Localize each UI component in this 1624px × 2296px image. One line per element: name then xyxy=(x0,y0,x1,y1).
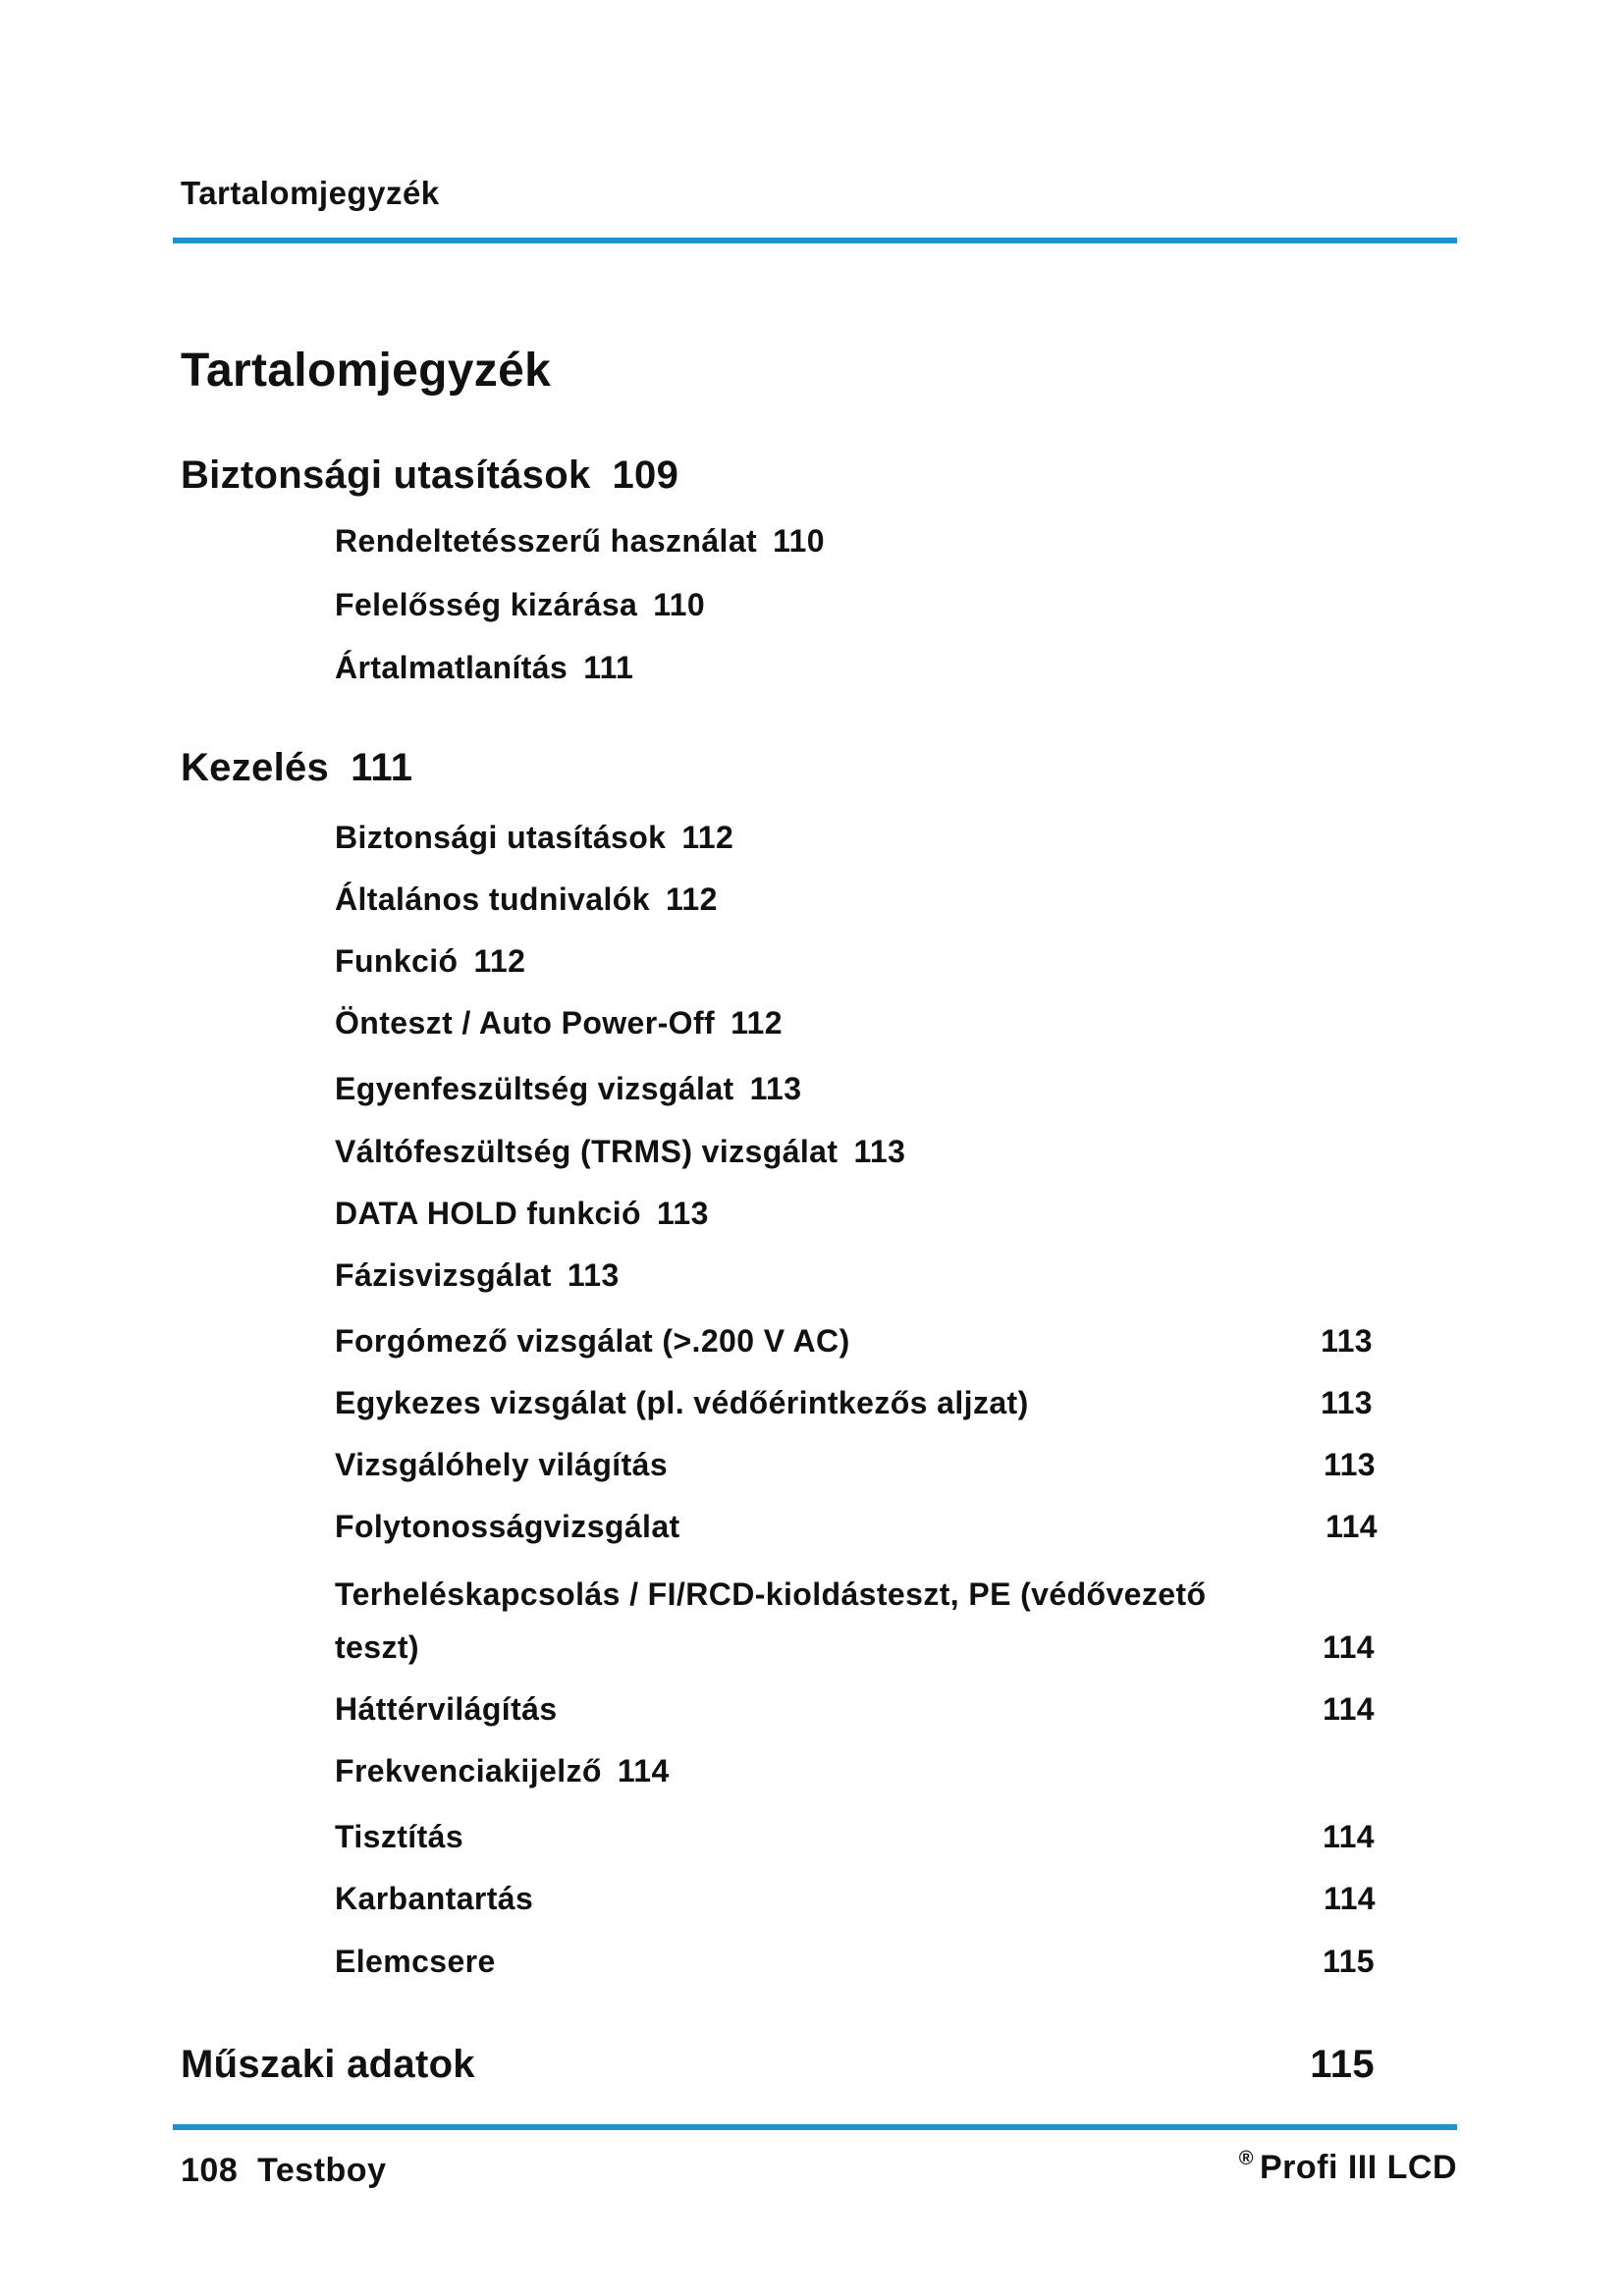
toc-entry[interactable] xyxy=(335,1134,905,1170)
page-number: 108 xyxy=(181,2152,239,2189)
toc-entry-title: Ártalmatlanítás xyxy=(335,650,568,685)
footer-brand: Testboy xyxy=(257,2152,387,2189)
product-name: Profi III LCD xyxy=(1259,2149,1457,2186)
toc-section-operation[interactable] xyxy=(181,746,412,790)
footer-divider xyxy=(173,2124,1457,2130)
toc-entry-title: Váltófeszültség (TRMS) vizsgálat xyxy=(335,1134,839,1169)
toc-entry[interactable] xyxy=(335,1257,620,1294)
registered-mark: ® xyxy=(1238,2148,1254,2169)
toc-entry-page: 113 xyxy=(656,1196,709,1231)
toc-entry[interactable] xyxy=(335,881,718,918)
toc-entry-title[interactable]: Elemcsere xyxy=(335,1944,496,1979)
toc-entry-title: DATA HOLD funkció xyxy=(335,1196,641,1231)
toc-entry[interactable] xyxy=(335,1753,670,1789)
header-divider xyxy=(173,238,1457,243)
toc-entry-page: 113 xyxy=(749,1071,802,1106)
toc-entry-page: 111 xyxy=(583,650,634,685)
toc-entry-title[interactable]: Forgómező vizsgálat (>.200 V AC) xyxy=(335,1323,850,1359)
toc-entry-title: Fázisvizsgálat xyxy=(335,1257,552,1293)
toc-entry-title: Biztonsági utasítások xyxy=(335,820,667,855)
toc-entry-page: 113 xyxy=(1321,1323,1373,1359)
toc-entry-page: 114 xyxy=(1324,1881,1376,1916)
toc-entry-title[interactable]: Folytonosságvizsgálat xyxy=(335,1509,680,1544)
toc-entry-title[interactable]: Vizsgálóhely világítás xyxy=(335,1447,669,1482)
running-header: Tartalomjegyzék xyxy=(181,175,440,211)
toc-entry[interactable] xyxy=(335,1005,783,1041)
toc-entry-title: Felelősség kizárása xyxy=(335,587,638,622)
toc-entry-title: Egyenfeszültség vizsgálat xyxy=(335,1071,734,1106)
footer-left xyxy=(181,2152,386,2190)
toc-entry[interactable] xyxy=(335,1196,709,1232)
toc-entry[interactable] xyxy=(335,587,705,623)
toc-section-title: Biztonsági utasítások xyxy=(181,454,591,497)
toc-section-page: 111 xyxy=(351,746,413,789)
toc-section-page: 109 xyxy=(612,454,679,497)
toc-entry-title: Funkció xyxy=(335,943,459,979)
toc-entry-page: 112 xyxy=(473,943,526,979)
toc-entry-title: Általános tudnivalók xyxy=(335,881,650,917)
toc-entry-title[interactable]: Egykezes vizsgálat (pl. védőérintkezős aljzat) xyxy=(335,1385,1029,1420)
toc-entry-page: 115 xyxy=(1323,1944,1375,1979)
toc-entry-page: 112 xyxy=(681,820,734,855)
toc-entry-title[interactable]: Karbantartás xyxy=(335,1881,534,1916)
toc-section-title: Kezelés xyxy=(181,746,330,789)
toc-entry-title[interactable]: Háttérvilágítás xyxy=(335,1691,558,1727)
toc-entry[interactable] xyxy=(335,650,633,686)
toc-entry-title-continued[interactable]: teszt) xyxy=(335,1629,419,1665)
toc-entry-page: 113 xyxy=(853,1134,906,1169)
toc-entry-page: 113 xyxy=(1324,1447,1376,1482)
toc-entry-title[interactable]: Terheléskapcsolás / FI/RCD-kioldásteszt, PE (védővezető xyxy=(335,1576,1207,1612)
toc-entry-page: 110 xyxy=(653,587,706,622)
toc-entry-page: 112 xyxy=(731,1005,783,1041)
toc-entry-page: 112 xyxy=(665,881,718,917)
toc-entry-page: 114 xyxy=(617,1753,670,1789)
footer-right xyxy=(1239,2148,1457,2187)
toc-entry-page: 114 xyxy=(1323,1629,1375,1665)
toc-entry-title: Frekvenciakijelző xyxy=(335,1753,602,1789)
toc-entry-page: 114 xyxy=(1323,1691,1375,1727)
toc-entry-title: Rendeltetésszerű használat xyxy=(335,523,758,559)
toc-section-technical-data[interactable]: Műszaki adatok xyxy=(181,2043,475,2086)
toc-entry-page: 110 xyxy=(773,523,825,559)
toc-section-safety[interactable] xyxy=(181,454,678,498)
toc-entry-page: 114 xyxy=(1326,1509,1378,1544)
toc-entry-page: 113 xyxy=(567,1257,620,1293)
toc-entry[interactable] xyxy=(335,943,525,980)
toc-entry[interactable] xyxy=(335,1071,801,1107)
toc-entry-title[interactable]: Tisztítás xyxy=(335,1819,464,1854)
toc-section-page: 115 xyxy=(1310,2043,1375,2086)
page-title: Tartalomjegyzék xyxy=(181,345,552,397)
toc-entry-title: Önteszt / Auto Power-Off xyxy=(335,1005,716,1041)
toc-entry-page: 113 xyxy=(1321,1385,1373,1420)
toc-entry-page: 114 xyxy=(1323,1819,1375,1854)
toc-entry[interactable] xyxy=(335,820,733,856)
toc-entry[interactable] xyxy=(335,523,825,560)
